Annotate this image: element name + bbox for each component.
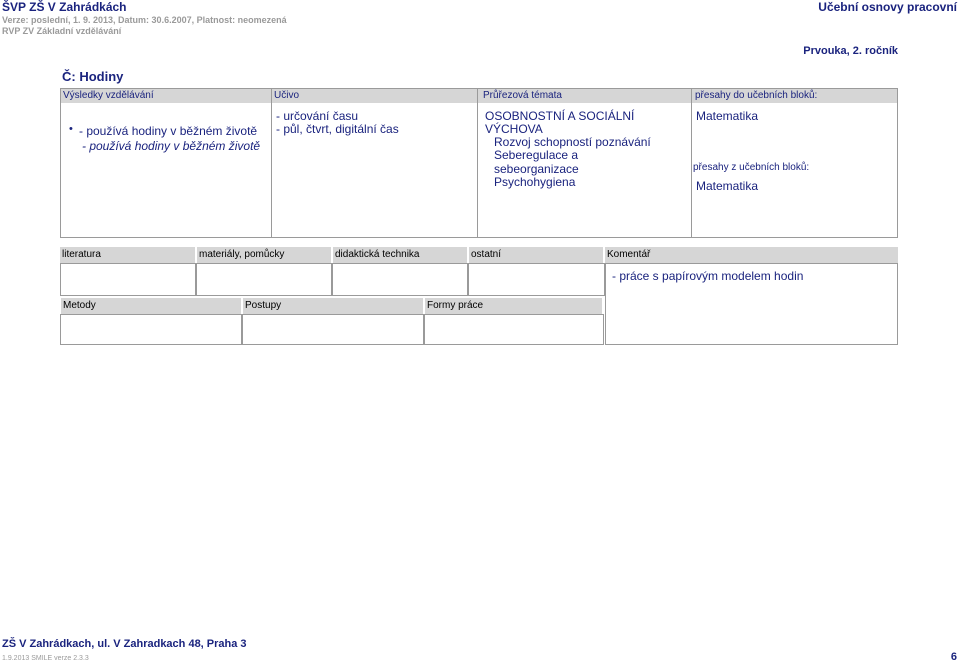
column-divider <box>477 89 478 237</box>
outcomes-table <box>60 88 898 238</box>
column-divider <box>691 89 692 237</box>
curriculum-line: - určování času <box>276 109 359 123</box>
grade-label: Prvouka, 2. ročník <box>803 45 898 57</box>
crossover-from-label: přesahy z učebních bloků: <box>693 162 810 173</box>
theme-item: Psychohygiena <box>494 175 576 189</box>
outcome-line-italic: - používá hodiny v běžném životě <box>82 139 261 153</box>
theme-item: Rozvoj schopností poznávání <box>494 135 651 149</box>
didactic-header: didaktická technika <box>333 247 467 263</box>
rvp-line: RVP ZV Základní vzdělávání <box>2 26 122 36</box>
resources-section <box>60 247 898 345</box>
materials-cell <box>196 263 332 296</box>
other-header: ostatní <box>469 247 603 263</box>
software-version: 1.9.2013 SMILE verze 2.3.3 <box>2 655 89 662</box>
methods-header: Metody <box>61 298 241 314</box>
version-line: Verze: poslední, 1. 9. 2013, Datum: 30.6.2007, Platnost: neomezená <box>2 15 287 25</box>
school-address: ZŠ V Zahrádkach, ul. V Zahradkach 48, Praha 3 <box>2 638 247 650</box>
header-to-blocks: přesahy do učebních bloků: <box>692 89 897 103</box>
literature-cell <box>60 263 196 296</box>
school-name: ŠVP ZŠ V Zahrádkách <box>2 0 127 14</box>
procedures-cell <box>242 314 424 345</box>
theme-item: Seberegulace a <box>494 148 579 162</box>
forms-header: Formy práce <box>425 298 602 314</box>
bullet-icon: • <box>69 123 73 135</box>
subject-title: Č: Hodiny <box>62 69 124 84</box>
header-outcomes: Výsledky vzdělávání <box>61 89 271 103</box>
theme-item: sebeorganizace <box>494 162 579 176</box>
literature-header: literatura <box>60 247 195 263</box>
column-divider <box>271 89 272 237</box>
forms-cell <box>424 314 604 345</box>
crossover-to-subject: Matematika <box>696 109 759 123</box>
page-number: 6 <box>950 651 957 663</box>
curriculum-line: - půl, čtvrt, digitální čas <box>276 122 399 136</box>
outcome-line: - používá hodiny v běžném životě <box>79 124 258 138</box>
document-title: Učební osnovy pracovní <box>818 0 957 14</box>
comment-text: - práce s papírovým modelem hodin <box>612 269 804 283</box>
theme-area: OSOBNOSTNÍ A SOCIÁLNÍ <box>485 109 635 123</box>
methods-cell <box>60 314 242 345</box>
didactic-cell <box>332 263 468 296</box>
header-themes: Průřezová témata <box>478 89 691 103</box>
theme-area: VÝCHOVA <box>485 122 543 136</box>
other-cell <box>468 263 605 296</box>
procedures-header: Postupy <box>243 298 423 314</box>
comment-header: Komentář <box>605 247 898 263</box>
crossover-from-subject: Matematika <box>696 179 759 193</box>
materials-header: materiály, pomůcky <box>197 247 331 263</box>
header-curriculum: Učivo <box>272 89 477 103</box>
